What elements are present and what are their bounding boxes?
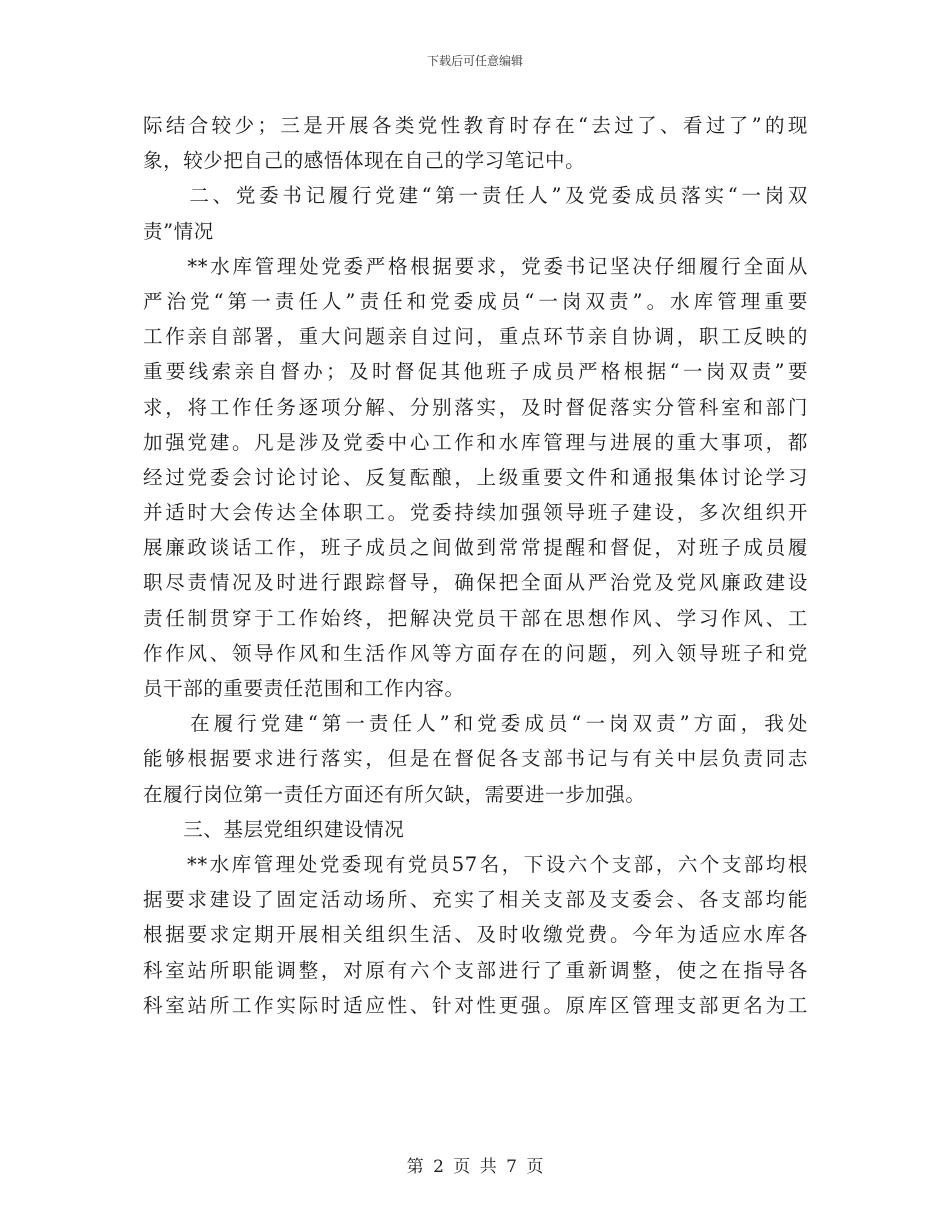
body-line: 员干部的重要责任范围和工作内容。 bbox=[143, 677, 465, 700]
body-line: 展廉政谈话工作，班子成员之间做到常常提醒和督促，对班子成员履 bbox=[143, 536, 808, 560]
body-line: **水库管理处党委严格根据要求，党委书记坚决仔细履行全面从 bbox=[143, 254, 808, 278]
body-line: 在履行党建“第一责任人”和党委成员“一岗双责”方面，我处 bbox=[143, 712, 808, 736]
body-line: 责任制贯穿于工作始终，把解决党员干部在思想作风、学习作风、工 bbox=[143, 606, 808, 630]
body-line: 科室站所工作实际时适应性、针对性更强。原库区管理支部更名为工 bbox=[143, 993, 808, 1017]
document-body bbox=[143, 108, 808, 1023]
body-line: 求，将工作任务逐项分解、分别落实，及时督促落实分管科室和部门 bbox=[143, 395, 808, 419]
body-line: 际结合较少；三是开展各类党性教育时存在“去过了、看过了”的现 bbox=[143, 114, 808, 137]
body-line: 严治党“第一责任人”责任和党委成员“一岗双责”。水库管理重要 bbox=[143, 289, 808, 313]
section-heading-line: 二、党委书记履行党建“第一责任人”及党委成员落实“一岗双 bbox=[143, 184, 808, 208]
body-line: 工作亲自部署，重大问题亲自过问，重点环节亲自协调，职工反映的 bbox=[143, 325, 808, 349]
body-line: 经过党委会讨论讨论、反复酝酿，上级重要文件和通报集体讨论学习 bbox=[143, 465, 808, 489]
body-line: **水库管理处党委现有党员57名，下设六个支部，六个支部均根 bbox=[143, 852, 808, 876]
body-line: 重要线索亲自督办；及时督促其他班子成员严格根据“一岗双责”要 bbox=[143, 360, 808, 384]
body-line: 加强党建。凡是涉及党委中心工作和水库管理与进展的重大事项，都 bbox=[143, 430, 808, 454]
section-heading-line: 责”情况 bbox=[143, 219, 214, 243]
body-line: 象，较少把自己的感悟体现在自己的学习笔记中。 bbox=[143, 149, 586, 173]
body-line: 在履行岗位第一责任方面还有所欠缺，需要进一步加强。 bbox=[143, 782, 646, 806]
body-line: 职尽责情况及时进行跟踪督导，确保把全面从严治党及党风廉政建设 bbox=[143, 571, 808, 595]
body-line: 据要求建设了固定活动场所、充实了相关支部及支委会、各支部均能 bbox=[143, 888, 808, 912]
body-line: 作作风、领导作风和生活作风等方面存在的问题，列入领导班子和党 bbox=[143, 641, 808, 665]
body-line: 科室站所职能调整，对原有六个支部进行了重新调整，使之在指导各 bbox=[143, 958, 808, 982]
body-line: 根据要求定期开展相关组织生活、及时收缴党费。今年为适应水库各 bbox=[143, 923, 808, 947]
body-line: 并适时大会传达全体职工。党委持续加强领导班子建设，多次组织开 bbox=[143, 501, 808, 525]
section-heading-line: 三、基层党组织建设情况 bbox=[143, 817, 405, 841]
page-number: 第 2 页 共 7 页 bbox=[406, 1157, 544, 1177]
body-line: 能够根据要求进行落实，但是在督促各支部书记与有关中层负责同志 bbox=[143, 747, 808, 771]
page-header-note: 下载后可任意编辑 bbox=[426, 54, 523, 68]
